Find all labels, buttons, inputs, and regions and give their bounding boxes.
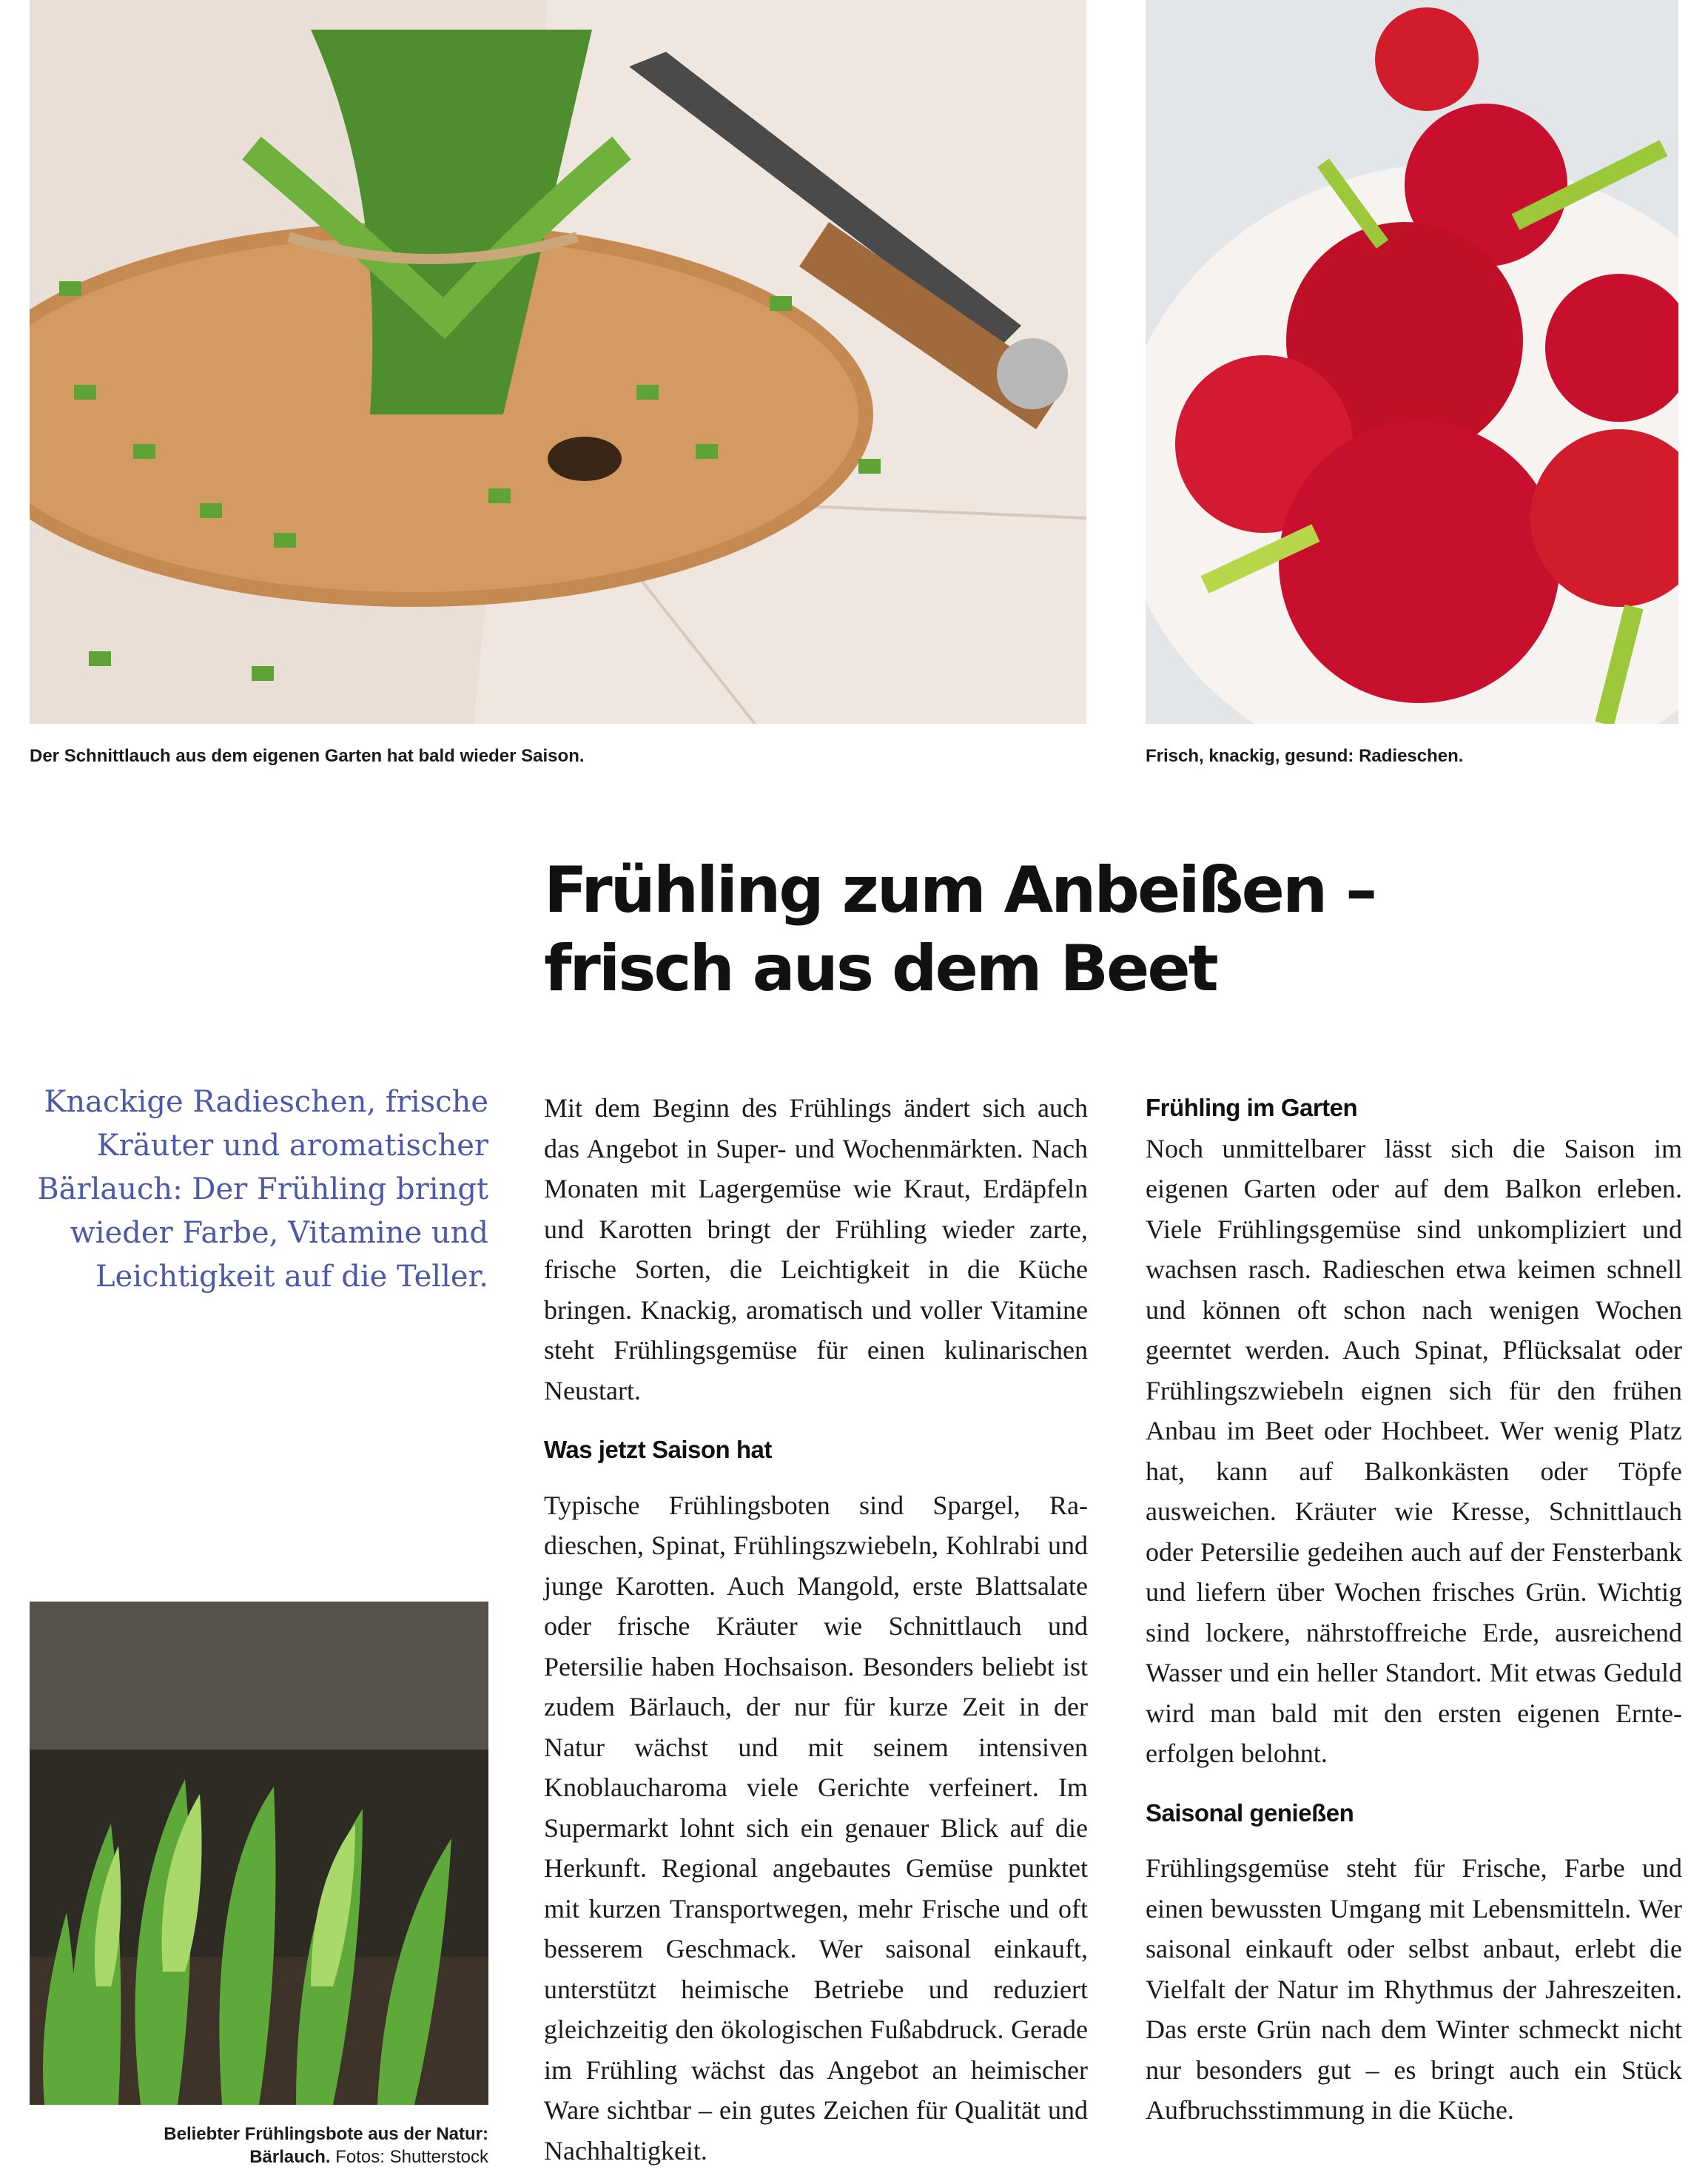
- intro-teaser: Knackige Radieschen, frische Kräuter und aromatischer Bärlauch: Der Frühling bringt wieder Farbe, Vitamine und Leichtigkeit auf die Teller.: [37, 1085, 488, 1294]
- article-column-right: [1146, 1088, 1682, 2131]
- baerlauch-caption: [30, 2123, 488, 2168]
- section-heading: Was jetzt Saison hat: [544, 1436, 772, 1463]
- baerlauch-caption-name: Bärlauch.: [249, 2147, 331, 2167]
- baerlauch-photo: [30, 1602, 488, 2105]
- section-heading: Frühling im Garten: [1146, 1094, 1358, 1121]
- radishes-photo: [1146, 0, 1678, 724]
- chives-photo: [30, 0, 1086, 724]
- section-heading: Saisonal genießen: [1146, 1798, 1354, 1827]
- article-paragraph: Frühlingsgemüse steht für Frische, Farbe und einen bewussten Umgang mit Lebensmitteln. Wer saisonal einkauft oder selbst anbaut, erlebt die Vielfalt der Natur im Rhythmus der Jahreszeiten. Das erste Grün nach dem Winter schmeckt nicht nur besonders gut – es bringt auch ein Stück Aufbruchsstimmung in die Küche.: [1146, 1853, 1682, 2125]
- photo-credit: Fotos: Shutterstock: [335, 2147, 488, 2167]
- article-paragraph: Noch unmittelbarer lässt sich die Saison im eigenen Garten oder auf dem Balkon erleben. Viele Frühlingsgemüse sind unkompliziert und wachsen rasch. Radieschen etwa keimen schnell und können oft schon nach wenigen Wochen geerntet werden. Auch Spinat, Pflücksalat oder Frühlingszwiebeln eignen sich für den frühen Anbau im Beet oder Hochbeet. Wer wenig Platz hat, kann auf Balkonkästen oder Töpfe ausweichen. Kräuter wie Kresse, Schnittlauch oder Petersilie gedeihen auch auf der Fensterbank und liefern über Wochen frisches Grün. Wichtig sind lockere, nährstoffreiche Erde, ausreichend Wasser und ein heller Standort. Mit etwas Geduld wird man bald mit den ersten eigenen Ernteerfolgen belohnt.: [1146, 1133, 1682, 1768]
- chives-caption: Der Schnittlauch aus dem eigenen Garten hat bald wieder Saison.: [30, 746, 585, 766]
- baerlauch-caption-line1: Beliebter Frühlingsbote aus der Natur:: [164, 2124, 488, 2144]
- headline-line2: frisch aus dem Beet: [544, 932, 1217, 1006]
- headline-line1: Frühling zum Anbeißen –: [544, 853, 1376, 927]
- radishes-caption: Frisch, knackig, gesund: Radieschen.: [1146, 746, 1464, 766]
- article-headline: [544, 851, 1654, 1008]
- article-paragraph: Typische Frühlingsboten sind Spargel, Radieschen, Spinat, Frühlingszwiebeln, Kohlrabi und junge Karotten. Auch Mangold, erste Blattsalate oder frische Kräuter wie Schnittlauch und Petersilie haben Hochsaison. Besonders beliebt ist zudem Bärlauch, der nur für kurze Zeit in der Natur wächst und mit seinem intensiven Knoblaucharoma viele Gerichte verfeinert. Im Supermarkt lohnt sich ein genauer Blick auf die Herkunft. Regional angebautes Gemüse punktet mit kurzen Transportwegen, mehr Frische und oft besserem Geschmack. Wer saisonal einkauft, unterstützt heimische Betriebe und reduziert gleichzeitig den ökologischen Fußabdruck. Gerade im Frühling wächst das Angebot an heimischer Ware sichtbar – ein gutes Zeichen für Qualität und Nachhaltigkeit.: [544, 1490, 1088, 2165]
- article-column-middle: [544, 1088, 1088, 2171]
- article-paragraph: Mit dem Beginn des Frühlings ändert sich auch das Angebot in Super- und Wochenmärkten. Nach Monaten mit Lagergemüse wie Kraut, Erdäpfeln und Karotten bringt der Frühling wieder zarte, frische Sorten, die Leichtigkeit in die Küche bringen. Knackig, aromatisch und voller Vitamine steht Frühlingsgemüse für einen kulinarischen Neustart.: [544, 1093, 1088, 1405]
